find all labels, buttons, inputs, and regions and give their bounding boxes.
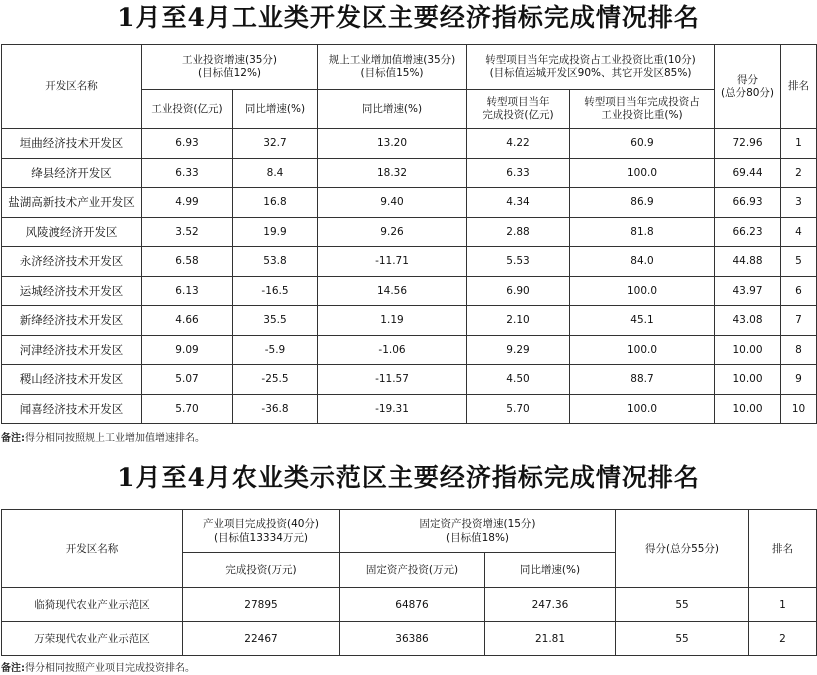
header-transformation-ratio: 转型项目当年完成投资占工业投资比重(10分) (目标值运城开发区90%、其它开发区85%) [467,45,715,90]
table-row [2,247,817,277]
value-added-growth: 13.20 [318,129,467,159]
transformation-investment: 6.90 [467,276,570,306]
transformation-ratio: 84.0 [570,247,715,277]
score-value: 55 [616,622,749,656]
growth-value: 21.81 [485,622,616,656]
transformation-ratio: 45.1 [570,306,715,336]
score-value: 10.00 [715,394,781,424]
zone-name: 临猗现代农业产业示范区 [2,588,183,622]
table-row [2,588,817,622]
value-added-growth: 9.40 [318,188,467,218]
zone-name: 绛县经济开发区 [2,158,142,188]
header-fixed-asset-growth: 固定资产投资增速(15分) (目标值18%) [340,510,616,553]
fixed-asset-investment: 64876 [340,588,485,622]
value-added-growth: -11.71 [318,247,467,277]
header-score: 得分 (总分80分) [715,45,781,129]
rank-value: 6 [781,276,817,306]
investment-growth: -25.5 [233,365,318,395]
subheader-completed-investment: 完成投资(万元) [183,553,340,588]
note-label: 备注: [1,433,25,444]
investment-value: 9.09 [142,335,233,365]
investment-growth: 53.8 [233,247,318,277]
agricultural-ranking-table [1,509,817,656]
transformation-investment: 6.33 [467,158,570,188]
score-value: 10.00 [715,335,781,365]
transformation-ratio: 86.9 [570,188,715,218]
header-zone-name: 开发区名称 [2,45,142,129]
value-added-growth: 1.19 [318,306,467,336]
zone-name: 闻喜经济技术开发区 [2,394,142,424]
rank-value: 9 [781,365,817,395]
note-label: 备注: [1,663,25,674]
rank-value: 2 [781,158,817,188]
zone-name: 新绛经济技术开发区 [2,306,142,336]
industrial-table-title: 1月至4月工业类开发区主要经济指标完成情况排名 [117,3,700,32]
table-row [2,188,817,218]
header-industrial-investment-growth: 工业投资增速(35分) (目标值12%) [142,45,318,90]
value-added-growth: -1.06 [318,335,467,365]
note-text: 得分相同按照规上工业增加值增速排名。 [25,433,205,444]
zone-name: 风陵渡经济开发区 [2,217,142,247]
agricultural-table-note [1,659,195,674]
zone-name: 垣曲经济技术开发区 [2,129,142,159]
table-row [2,365,817,395]
table-row [2,394,817,424]
subheader-transformation-investment: 转型项目当年 完成投资(亿元) [467,90,570,129]
subheader-fixed-asset-investment: 固定资产投资(万元) [340,553,485,588]
value-added-growth: 14.56 [318,276,467,306]
table-row [2,306,817,336]
investment-growth: 19.9 [233,217,318,247]
investment-value: 3.52 [142,217,233,247]
subheader-investment: 工业投资(亿元) [142,90,233,129]
investment-value: 4.99 [142,188,233,218]
rank-value: 4 [781,217,817,247]
investment-value: 5.70 [142,394,233,424]
investment-value: 6.33 [142,158,233,188]
investment-growth: -5.9 [233,335,318,365]
agricultural-table-title: 1月至4月农业类示范区主要经济指标完成情况排名 [117,463,700,492]
transformation-ratio: 81.8 [570,217,715,247]
score-value: 66.23 [715,217,781,247]
investment-growth: 8.4 [233,158,318,188]
rank-value: 2 [749,622,817,656]
header-zone-name: 开发区名称 [2,510,183,588]
table-row [2,622,817,656]
transformation-investment: 5.53 [467,247,570,277]
transformation-investment: 5.70 [467,394,570,424]
rank-value: 5 [781,247,817,277]
investment-value: 6.93 [142,129,233,159]
investment-growth: 16.8 [233,188,318,218]
subheader-investment-growth: 同比增速(%) [233,90,318,129]
value-added-growth: -11.57 [318,365,467,395]
completed-investment: 22467 [183,622,340,656]
score-value: 10.00 [715,365,781,395]
growth-value: 247.36 [485,588,616,622]
investment-growth: -16.5 [233,276,318,306]
transformation-ratio: 100.0 [570,394,715,424]
industrial-table-note [1,429,205,444]
zone-name: 永济经济技术开发区 [2,247,142,277]
transformation-investment: 2.10 [467,306,570,336]
subheader-value-added-growth: 同比增速(%) [318,90,467,129]
transformation-ratio: 60.9 [570,129,715,159]
rank-value: 8 [781,335,817,365]
table-row [2,158,817,188]
zone-name: 运城经济技术开发区 [2,276,142,306]
table-row [2,335,817,365]
transformation-investment: 9.29 [467,335,570,365]
value-added-growth: -19.31 [318,394,467,424]
rank-value: 3 [781,188,817,218]
score-value: 66.93 [715,188,781,218]
investment-value: 6.13 [142,276,233,306]
subheader-growth: 同比增速(%) [485,553,616,588]
transformation-ratio: 100.0 [570,335,715,365]
table-row [2,276,817,306]
score-value: 69.44 [715,158,781,188]
fixed-asset-investment: 36386 [340,622,485,656]
rank-value: 1 [749,588,817,622]
rank-value: 1 [781,129,817,159]
score-value: 44.88 [715,247,781,277]
completed-investment: 27895 [183,588,340,622]
header-rank: 排名 [749,510,817,588]
investment-value: 5.07 [142,365,233,395]
investment-value: 6.58 [142,247,233,277]
header-project-investment: 产业项目完成投资(40分) (目标值13334万元) [183,510,340,553]
table-row [2,217,817,247]
value-added-growth: 18.32 [318,158,467,188]
note-text: 得分相同按照产业项目完成投资排名。 [25,663,195,674]
zone-name: 稷山经济技术开发区 [2,365,142,395]
subheader-transformation-ratio: 转型项目当年完成投资占 工业投资比重(%) [570,90,715,129]
rank-value: 10 [781,394,817,424]
transformation-ratio: 100.0 [570,158,715,188]
industrial-ranking-table [1,44,817,424]
score-value: 43.97 [715,276,781,306]
score-value: 43.08 [715,306,781,336]
transformation-ratio: 88.7 [570,365,715,395]
value-added-growth: 9.26 [318,217,467,247]
transformation-investment: 4.22 [467,129,570,159]
investment-growth: 35.5 [233,306,318,336]
zone-name: 盐湖高新技术产业开发区 [2,188,142,218]
rank-value: 7 [781,306,817,336]
score-value: 72.96 [715,129,781,159]
investment-growth: 32.7 [233,129,318,159]
table-row [2,129,817,159]
transformation-investment: 4.34 [467,188,570,218]
header-value-added-growth: 规上工业增加值增速(35分) (目标值15%) [318,45,467,90]
zone-name: 万荣现代农业产业示范区 [2,622,183,656]
header-score: 得分(总分55分) [616,510,749,588]
investment-growth: -36.8 [233,394,318,424]
header-rank: 排名 [781,45,817,129]
zone-name: 河津经济技术开发区 [2,335,142,365]
transformation-investment: 2.88 [467,217,570,247]
score-value: 55 [616,588,749,622]
transformation-investment: 4.50 [467,365,570,395]
transformation-ratio: 100.0 [570,276,715,306]
investment-value: 4.66 [142,306,233,336]
